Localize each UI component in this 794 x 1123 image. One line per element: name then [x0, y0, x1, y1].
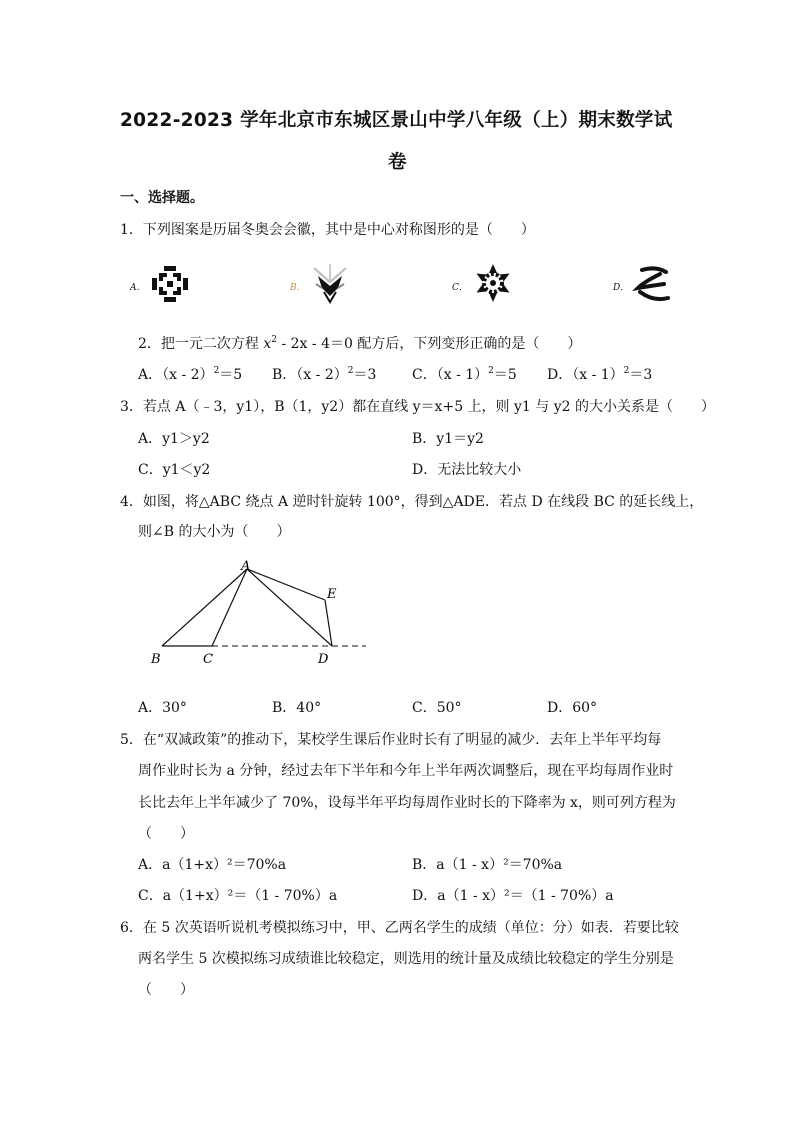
q5-option-a[interactable]: A．a（1+x）²＝70%a — [138, 857, 287, 873]
page-title-continued: 卷 — [388, 152, 407, 173]
emblem-c-icon — [472, 262, 514, 304]
question-4-stem-line2: 则∠B 的大小为（ ） — [138, 524, 291, 540]
question-3-stem: 3．若点 A（﹣3，y1），B（1，y2）都在直线 y＝x+5 上，则 y1 与 y2 的大小关系是（ ） — [120, 399, 715, 415]
q1-option-b-label: B． — [290, 283, 306, 293]
segment-ed — [325, 600, 332, 646]
label-b: B — [151, 652, 161, 667]
question-4-stem-line1: 4．如图，将△ABC 绕点 A 逆时针旋转 100°，得到△ADE．若点 D 在线段 BC 的延长线上， — [120, 494, 704, 510]
question-5-line1: 5．在“双减政策”的推动下，某校学生课后作业时长有了明显的减少．去年上半年平均每 — [120, 732, 662, 748]
q3-option-c[interactable]: C．y1＜y2 — [138, 462, 211, 478]
question-2-stem: 2．把一元二次方程 $x^2 - 2x - 4=0$ 配方后，下列变形正确的是（ ） — [138, 335, 582, 352]
q3-option-b[interactable]: B．y1＝y2 — [412, 431, 484, 447]
question-6-line3: （ ） — [138, 982, 194, 998]
segment-ad — [247, 569, 332, 646]
question-5-line4: （ ） — [138, 826, 194, 842]
question-1-stem: 1．下列图案是历届冬奥会会徽，其中是中心对称图形的是（ ） — [120, 222, 535, 238]
q3-option-d[interactable]: D．无法比较大小 — [412, 462, 522, 478]
q1-option-d-label: D． — [613, 283, 630, 293]
question-6-line2: 两名学生 5 次模拟练习成绩谁比较稳定，则选用的统计量及成绩比较稳定的学生分别是 — [138, 951, 674, 967]
page-title: 2022-2023 学年北京市东城区景山中学八年级（上）期末数学试 — [120, 110, 673, 131]
q3-option-a[interactable]: A．y1＞y2 — [138, 431, 210, 447]
label-e: E — [327, 587, 337, 602]
segment-ae — [247, 569, 325, 600]
emblem-b-icon — [310, 262, 350, 304]
section-heading: 一、选择题。 — [120, 190, 204, 206]
q2-option-a[interactable]: A．（x - 2）$^2$＝5 — [138, 366, 243, 383]
q4-option-d[interactable]: D．60° — [547, 700, 598, 716]
q1-option-c-label: C． — [452, 283, 468, 293]
label-c: C — [203, 652, 213, 667]
q2-option-b[interactable]: B．（x - 2）$^2$＝3 — [272, 366, 377, 383]
question-6-line1: 6．在 5 次英语听说机考模拟练习中，甲、乙两名学生的成绩（单位：分）如表．若要比较 — [120, 920, 679, 936]
emblem-a-icon — [150, 264, 190, 304]
q5-option-d[interactable]: D．a（1 - x）²＝（1 - 70%）a — [412, 888, 614, 904]
q2-option-c[interactable]: C．（x - 1）$^2$＝5 — [412, 366, 517, 383]
label-d: D — [318, 652, 329, 667]
question-5-line3: 长比去年上半年减少了 70%，设每半年平均每周作业时长的下降率为 x，则可列方程为 — [138, 795, 676, 811]
q4-option-a[interactable]: A．30° — [138, 700, 187, 716]
emblem-d-icon — [630, 264, 674, 304]
q4-option-c[interactable]: C．50° — [412, 700, 462, 716]
q5-option-c[interactable]: C．a（1+x）²＝（1 - 70%）a — [138, 888, 338, 904]
q5-option-b[interactable]: B．a（1 - x）²＝70%a — [412, 857, 563, 873]
segment-ab — [162, 569, 247, 646]
q4-geometry-figure — [140, 555, 380, 670]
segment-ac — [212, 569, 247, 646]
question-5-line2: 周作业时长为 a 分钟，经过去年下半年和今年上半年两次调整后，现在平均每周作业时 — [138, 763, 674, 779]
q4-option-b[interactable]: B．40° — [272, 700, 322, 716]
label-a: A — [241, 559, 251, 574]
q1-option-a-label: A． — [130, 283, 146, 293]
q2-option-d[interactable]: D．（x - 1）$^2$＝3 — [547, 366, 653, 383]
